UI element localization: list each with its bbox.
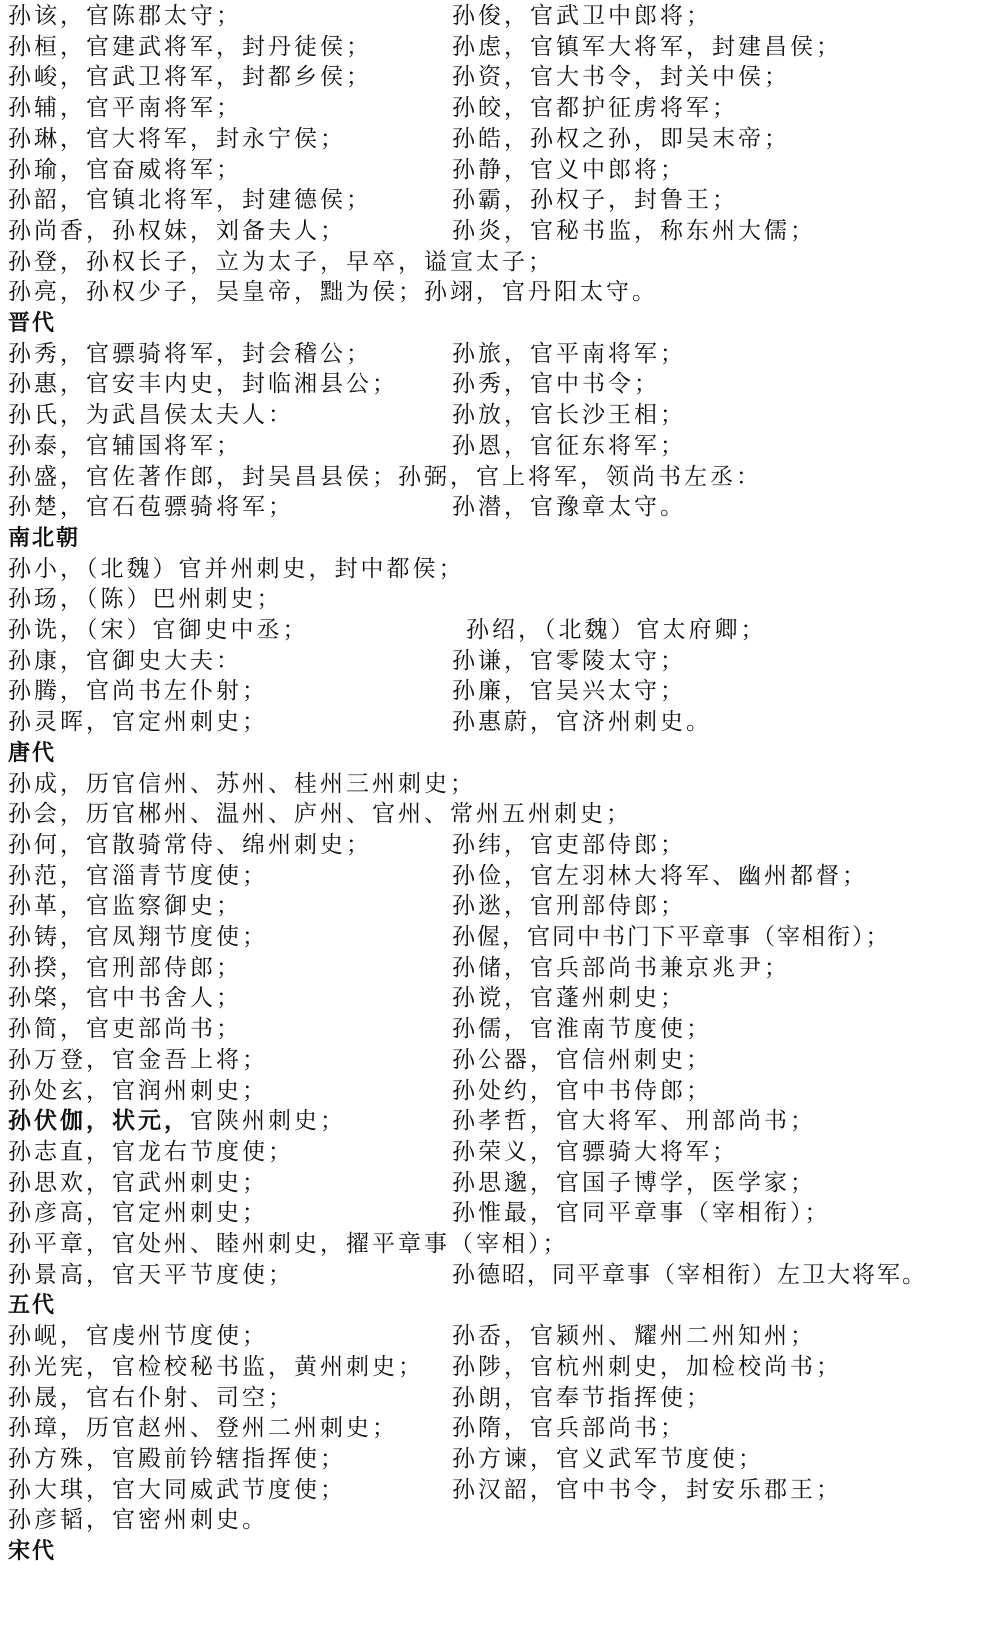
entry-left: [8, 890, 242, 922]
entry-left: [8, 614, 309, 646]
entry-line: [8, 276, 998, 308]
entry-left-text: 孙处玄，官润州刺史；: [8, 1078, 268, 1104]
entry-line: [8, 1259, 998, 1291]
entry-right: 孙方谏，官义武军节度使；: [452, 1446, 764, 1472]
entry-left: [8, 123, 346, 155]
entry-left: [8, 1013, 242, 1045]
entry-line: [8, 768, 998, 800]
entry-line: [8, 706, 998, 738]
entry-line: [8, 583, 998, 615]
entry-left-text: 孙桓，官建武将军，封丹徒侯；: [8, 34, 372, 60]
section-heading: 南北朝: [8, 525, 81, 551]
entry-line: [8, 890, 998, 922]
entry-line: [8, 860, 998, 892]
entry-right: 孙荣义，官骠骑大将军；: [452, 1139, 738, 1165]
entry-left-text: 孙灵晖，官定州刺史；: [8, 709, 268, 735]
entry-left: [8, 0, 242, 32]
entry-line: [8, 1075, 998, 1107]
entry-left: [8, 368, 398, 400]
entry-line: [8, 952, 998, 984]
entry-text: 孙会，历官郴州、温州、庐州、官州、常州五州刺史；: [8, 801, 632, 827]
entry-line: [8, 491, 998, 523]
entry-left-text: 孙铸，官凤翔节度使；: [8, 924, 268, 950]
entry-right: 孙静，官义中郎将；: [452, 157, 686, 183]
entry-left-text: 孙思欢，官武州刺史；: [8, 1170, 268, 1196]
entry-left-text: 孙何，官散骑常侍、绵州刺史；: [8, 832, 372, 858]
entry-line: [8, 31, 998, 63]
entry-line: [8, 154, 998, 186]
entry-text: 孙平章，官处州、睦州刺史，擢平章事（宰相）；: [8, 1231, 569, 1257]
entry-line: [8, 1044, 998, 1076]
entry-line: [8, 0, 998, 32]
entry-line: [8, 368, 998, 400]
entry-left: [8, 92, 242, 124]
entry-left: [8, 829, 372, 861]
entry-left-text: 孙志直，官龙右节度使；: [8, 1139, 294, 1165]
entry-left-text: 孙范，官淄青节度使；: [8, 863, 268, 889]
entry-left-text: 孙氏，为武昌侯太夫人：: [8, 402, 294, 428]
entry-right: 孙陟，官杭州刺史，加检校尚书；: [452, 1354, 842, 1380]
entry-left: [8, 338, 372, 370]
entry-left-text: 孙诜，（宋）官御史中丞；: [8, 617, 309, 643]
entry-left: [8, 1167, 268, 1199]
entry-right: 孙隋，官兵部尚书；: [452, 1415, 686, 1441]
entry-line: [8, 430, 998, 462]
entry-line: [8, 215, 998, 247]
entry-left-text: 孙腾，官尚书左仆射；: [8, 678, 268, 704]
entry-left: [8, 184, 372, 216]
entry-left: [8, 1443, 346, 1475]
entry-left: [8, 1136, 294, 1168]
entry-left: [8, 1382, 294, 1414]
entry-line: [8, 61, 998, 93]
entry-right: 孙惟最，官同平章事（宰相衔）；: [452, 1200, 831, 1226]
entry-right: 孙公器，官信州刺史；: [452, 1047, 712, 1073]
entry-line: [8, 1136, 998, 1168]
entry-right: 孙潜，官豫章太守。: [452, 494, 686, 520]
entry-left-text: 孙韶，官镇北将军，封建德侯；: [8, 187, 372, 213]
entry-left-text: 孙晟，官右仆射、司空；: [8, 1385, 294, 1411]
entry-line: [8, 921, 998, 953]
entry-line: [8, 184, 998, 216]
entry-left-text: 孙泰，官辅国将军；: [8, 433, 242, 459]
entry-right: 孙逖，官刑部侍郎；: [452, 893, 686, 919]
entry-left-text: 官陕州刺史；: [190, 1108, 346, 1134]
entry-right: 孙资，官大书令，封关中侯；: [452, 64, 790, 90]
entry-left-text: 孙万登，官金吾上将；: [8, 1047, 268, 1073]
entry-line: [8, 246, 998, 278]
entry-left: [8, 1044, 268, 1076]
entry-left: [8, 1351, 424, 1383]
entry-left: [8, 1197, 268, 1229]
entry-left: [8, 1105, 346, 1137]
entry-text: 孙彦韬，官密州刺史。: [8, 1507, 268, 1533]
entry-text: 孙亮，孙权少子，吴皇帝，黜为侯；孙翊，官丹阳太守。: [8, 279, 658, 305]
entry-left: [8, 952, 242, 984]
entry-line: [8, 798, 998, 830]
entry-line: [8, 399, 998, 431]
entry-left-text: 孙该，官陈郡太守；: [8, 3, 242, 29]
entry-right: 孙岙，官颍州、耀州二州知州；: [452, 1323, 816, 1349]
entry-left: [8, 1320, 268, 1352]
entry-line: [8, 1504, 998, 1536]
entry-line: [8, 92, 998, 124]
entry-right: 孙皎，官都护征虏将军；: [452, 95, 738, 121]
entry-left-text: 孙峻，官武卫将军，封都乡侯；: [8, 64, 372, 90]
entry-line: [8, 1474, 998, 1506]
entry-line: [8, 1351, 998, 1383]
entry-line: [8, 123, 998, 155]
entry-left: [8, 491, 294, 523]
entry-line: [8, 553, 998, 585]
entry-right: 孙放，官长沙王相；: [452, 402, 686, 428]
entry-left: [8, 1075, 268, 1107]
section-heading: 五代: [8, 1292, 57, 1318]
entry-right: 孙谦，官零陵太守；: [452, 648, 686, 674]
entry-left: [8, 31, 372, 63]
entry-line: [8, 461, 998, 493]
entry-line: [8, 645, 998, 677]
entry-text: 孙成，历官信州、苏州、桂州三州刺史；: [8, 771, 476, 797]
entry-text: 孙登，孙权长子，立为太子，早卒，谥宣太子；: [8, 249, 554, 275]
entry-right: 孙谠，官蓬州刺史；: [452, 985, 686, 1011]
entry-line: [8, 829, 998, 861]
entry-right: 孙绍，（北魏）官太府卿；: [466, 617, 767, 643]
entry-left: [8, 860, 268, 892]
entry-line: [8, 338, 998, 370]
entry-left: [8, 675, 268, 707]
entry-right: 孙儒，官淮南节度使；: [452, 1016, 712, 1042]
entry-left: [8, 399, 294, 431]
entry-left: [8, 1412, 398, 1444]
entry-line: [8, 1382, 998, 1414]
entry-left: [8, 921, 268, 953]
entry-left-text: 孙简，官吏部尚书；: [8, 1016, 242, 1042]
entry-left-text: 孙大琪，官大同威武节度使；: [8, 1477, 346, 1503]
entry-right: 孙惠蔚，官济州刺史。: [452, 709, 712, 735]
entry-right: 孙朗，官奉节指挥使；: [452, 1385, 712, 1411]
entry-right: 孙廉，官吴兴太守；: [452, 678, 686, 704]
entry-left-text: 孙惠，官安丰内史，封临湘县公；: [8, 371, 398, 397]
entry-right: 孙德昭，同平章事（宰相衔）左卫大将军。: [452, 1262, 927, 1288]
entry-line: [8, 1167, 998, 1199]
entry-line: [8, 1105, 998, 1137]
entry-left-text: 孙秀，官骠骑将军，封会稽公；: [8, 341, 372, 367]
entry-left: [8, 1474, 346, 1506]
entry-right: 孙旅，官平南将军；: [452, 341, 686, 367]
entry-line: [8, 1412, 998, 1444]
entry-right: 孙秀，官中书令；: [452, 371, 660, 397]
entry-right: 孙炎，官秘书监，称东州大儒；: [452, 218, 816, 244]
entry-left: [8, 982, 242, 1014]
entry-text: 孙小，（北魏）官并州刺史，封中都侯；: [8, 556, 465, 582]
entry-left-text: 孙璋，历官赵州、登州二州刺史；: [8, 1415, 398, 1441]
entry-left-text: 孙革，官监察御史；: [8, 893, 242, 919]
entry-left: [8, 61, 372, 93]
entry-right: 孙偓，官同中书门下平章事（宰相衔）；: [452, 924, 891, 950]
entry-left-text: 孙琳，官大将军，封永宁侯；: [8, 126, 346, 152]
entry-right: 孙霸，孙权子，封鲁王；: [452, 187, 738, 213]
entry-left-text: 孙彦高，官定州刺史；: [8, 1200, 268, 1226]
entry-line: [8, 1228, 998, 1260]
entry-left: [8, 430, 242, 462]
entry-line: [8, 1197, 998, 1229]
entry-right: 孙皓，孙权之孙，即吴末帝；: [452, 126, 790, 152]
entry-left-text: 孙光宪，官检校秘书监，黄州刺史；: [8, 1354, 424, 1380]
entry-right: 孙思邈，官国子博学，医学家；: [452, 1170, 816, 1196]
entry-left-text: 孙康，官御史大夫：: [8, 648, 242, 674]
section-heading: 晋代: [8, 310, 57, 336]
entry-text: 孙玚，（陈）巴州刺史；: [8, 586, 283, 612]
entry-right: 孙处约，官中书侍郎；: [452, 1078, 712, 1104]
entry-right: 孙孝哲，官大将军、刑部尚书；: [452, 1108, 816, 1134]
entry-left-text: 孙岘，官虔州节度使；: [8, 1323, 268, 1349]
entry-left-text: 孙瑜，官奋威将军；: [8, 157, 242, 183]
entry-left-text: 孙揆，官刑部侍郎；: [8, 955, 242, 981]
entry-right: 孙纬，官吏部侍郎；: [452, 832, 686, 858]
section-heading: 唐代: [8, 740, 57, 766]
entry-left: [8, 154, 242, 186]
entry-right: 孙俭，官左羽林大将军、幽州都督；: [452, 863, 868, 889]
entry-left: [8, 706, 268, 738]
section-heading: 宋代: [8, 1538, 57, 1564]
entry-right: 孙恩，官征东将军；: [452, 433, 686, 459]
entry-left: [8, 1259, 294, 1291]
entry-left-text: 孙辅，官平南将军；: [8, 95, 242, 121]
entry-left-text: 孙棨，官中书舍人；: [8, 985, 242, 1011]
entry-line: [8, 982, 998, 1014]
entry-left-text: 孙尚香，孙权妹，刘备夫人；: [8, 218, 346, 244]
entry-left: [8, 215, 346, 247]
entry-right: 孙俊，官武卫中郎将；: [452, 3, 712, 29]
entry-right: 孙虑，官镇军大将军，封建昌侯；: [452, 34, 842, 60]
entry-line: [8, 675, 998, 707]
entry-right: 孙汉韶，官中书令，封安乐郡王；: [452, 1477, 842, 1503]
entry-line: [8, 1013, 998, 1045]
entry-left-bold: 孙伏伽，状元，: [8, 1107, 190, 1134]
entry-right: 孙储，官兵部尚书兼京兆尹；: [452, 955, 790, 981]
entry-text: 孙盛，官佐著作郎，封吴昌县侯；孙弼，官上将军，领尚书左丞：: [8, 464, 762, 490]
entry-left-text: 孙景高，官天平节度使；: [8, 1262, 294, 1288]
entry-left-text: 孙楚，官石苞骠骑将军；: [8, 494, 294, 520]
entry-line: [8, 1320, 998, 1352]
entry-line: [8, 614, 998, 646]
entry-left-text: 孙方殊，官殿前钤辖指挥使；: [8, 1446, 346, 1472]
entry-line: [8, 1443, 998, 1475]
entry-left: [8, 645, 242, 677]
